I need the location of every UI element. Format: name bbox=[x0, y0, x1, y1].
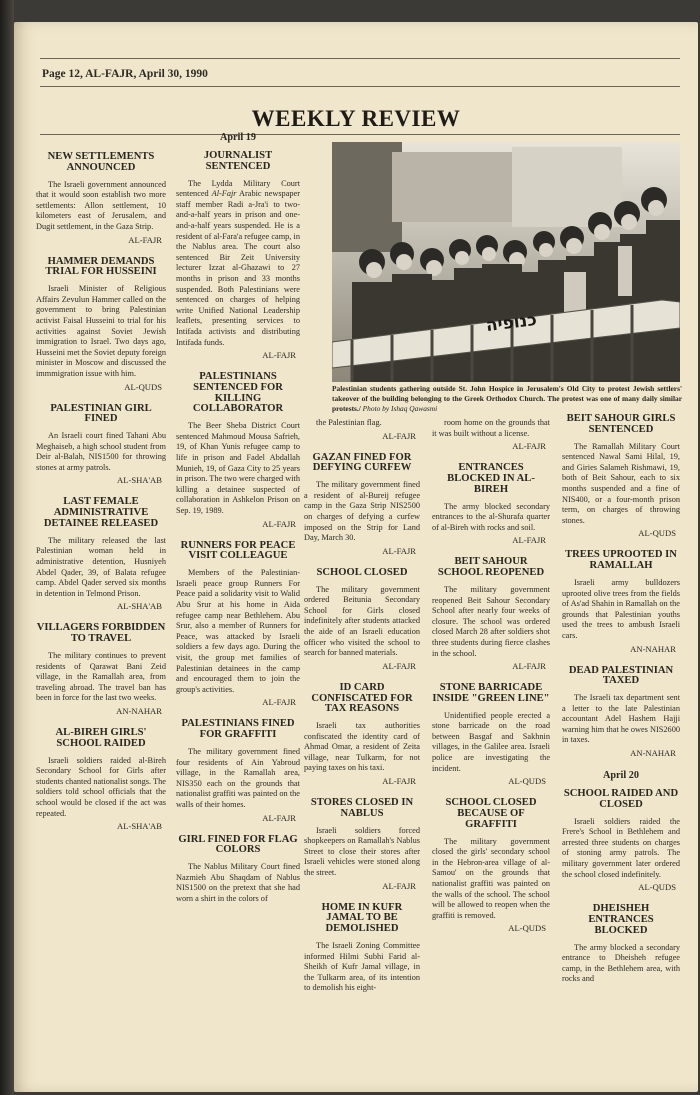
article-body bbox=[176, 179, 300, 349]
dateline: April 19 bbox=[220, 132, 256, 143]
article-body: The Israeli Zoning Committee informed Hilmi Subhi Farid al-Sheikh of Kufr Jamal village, in the Tulkarm area, of its intention to demolish his eight- bbox=[304, 941, 420, 993]
column-5 bbox=[562, 414, 680, 985]
folio-rule bbox=[40, 86, 680, 87]
article-body: The army blocked secondary entrances to the al-Shurafa quarter of al-Bireh with rocks and soil. bbox=[432, 501, 550, 532]
column-1 bbox=[36, 152, 166, 843]
article-body: An Israeli court fined Tahani Abu Meghaiseb, a high school student from Deir al-Balah, NIS1500 for throwing stones at army patrols. bbox=[36, 431, 166, 472]
article-headline: RUNNERS FOR PEACE VISIT COLLEAGUE bbox=[180, 539, 296, 562]
article-body: Israeli soldiers forced shopkeepers on Ramallah's Nablus Street to close their stores after Israeli vehicles were stoned along the street. bbox=[304, 825, 420, 878]
article-headline: DEAD PALESTINIAN TAXED bbox=[568, 664, 674, 687]
title-rule bbox=[40, 134, 680, 135]
article-source: AL-QUDS bbox=[638, 882, 676, 893]
article-headline: GAZAN FINED FOR DEFYING CURFEW bbox=[312, 451, 412, 474]
article-body: The military government closed the girls' secondary school in the Hebron-area village of al-Samou' on the grounds that nationalist graffiti was painted on the walls of the school. The school will be allowed to reopen when the graffiti is removed. bbox=[432, 836, 550, 920]
article-source: AN-NAHAR bbox=[116, 705, 162, 716]
article-source: AL-FAJR bbox=[262, 518, 296, 529]
article-source: AL-FAJR bbox=[262, 697, 296, 708]
article-headline: HAMMER DEMANDS TRIAL FOR HUSSEINI bbox=[45, 255, 157, 278]
article-source: AN-NAHAR bbox=[630, 748, 676, 759]
article-headline: PALESTINIAN GIRL FINED bbox=[50, 402, 152, 425]
article-body: Unidentified people erected a stone barricade on the road between Basgaf and Sakhnin villages, in the Galilee area. Israeli police are investigating the incident. bbox=[432, 710, 550, 773]
article-source: AL-FAJR bbox=[382, 660, 416, 671]
article-headline: VILLAGERS FORBIDDEN TO TRAVEL bbox=[36, 622, 166, 645]
article-source: AL-QUDS bbox=[508, 923, 546, 934]
article-headline: SCHOOL CLOSED bbox=[316, 566, 408, 578]
column-3 bbox=[304, 418, 420, 994]
dateline: April 20 bbox=[603, 770, 639, 782]
article-body: Israeli soldiers raided the Frere's School in Bethlehem and arrested three students on charges of stoning army patrols. The military government later ordered the school closed indefinitely. bbox=[562, 816, 680, 879]
newspaper-page bbox=[14, 22, 698, 1092]
article-body: The Israeli government announced that it would soon establish two more settlements: Allon settlement, 10 kilometers east of Jerusalem, and Dugit settlement, in the Gaza Strip. bbox=[36, 179, 166, 231]
article-headline: STORES CLOSED IN NABLUS bbox=[310, 797, 414, 819]
article-body: The army blocked a secondary entrance to Dheisheh refugee camp, in the Bethlehem area, with rocks and bbox=[562, 942, 680, 984]
article-source: AL-FAJR bbox=[382, 880, 416, 891]
article-headline: JOURNALIST SENTENCED bbox=[203, 150, 273, 172]
continued-text: the Palestinian flag. bbox=[316, 418, 382, 427]
article-headline: GIRL FINED FOR FLAG COLORS bbox=[178, 833, 298, 856]
article-headline: SCHOOL RAIDED AND CLOSED bbox=[563, 788, 679, 810]
article-source: AL-FAJR bbox=[128, 234, 162, 245]
article-body-text: The Lydda Military Court sentenced bbox=[176, 178, 300, 199]
article-headline: LAST FEMALE ADMINISTRATIVE DETAINEE RELEASED bbox=[43, 496, 159, 530]
article-body: Israeli tax authorities confiscated the identity card of Ahmad Omar, a resident of Zeita village, near Tulkarm, for not paying taxes on his taxi. bbox=[304, 721, 420, 773]
article-body: Israeli Minister of Religious Affairs Zevulun Hammer called on the government to bring Palestinian activist Faisal Husseini to trial for his activities against Soviet Jewish immigration to Israel. Two days ago, Husseini met the Soviet deputy foreign minister in Moscow and discussed the immmigration issue with him. bbox=[36, 284, 166, 378]
article-source: AL-SHA'AB bbox=[117, 475, 162, 486]
article-body: Israeli soldiers raided al-Bireh Secondary School for Girls after students chanted nationalist songs. The soldiers told school officials that the school would be closed if the act was repeated. bbox=[36, 755, 166, 818]
article-body-text: Arabic newspaper staff member Radi a-Jra'i to two-and-a-half years in prison and one-and-a-half years suspended. He is a resident of al-Fara'a refugee camp, in the Nablus area. The court also sentenced Bir Zeit University lecturer Izzat al-Ghazawi to 27 months in prison and 33 months suspended. Both Palestinians were sentenced on charges of helping write Unified National Leadership leaflets, presenting services to Intifada activists and distributing Intifada funds. bbox=[176, 189, 300, 347]
column-2 bbox=[176, 132, 300, 904]
article-body: The military government ordered Beitunia Secondary School for Girls closed indefinitely after students attacked the aide of an Israeli education officer who visited the school to search for banned materials. bbox=[304, 584, 420, 658]
article-source: AL-FAJR bbox=[512, 535, 546, 546]
article-body: The Nablus Military Court fined Nazmieh Abu Shaqdam of Nablus NIS1500 on the pretext that she had worn a shirt in the colors of bbox=[176, 862, 300, 903]
article-source: AL-FAJR bbox=[262, 812, 296, 823]
article-body: Israeli army bulldozers uprooted olive trees from the fields of As'ad Shahin in Ramallah on the grounds that Palestinian youths used the trees to ambush Israeli cars. bbox=[562, 577, 680, 640]
article-source: AL-SHA'AB bbox=[117, 821, 162, 832]
article-body: Members of the Palestinian-Israeli peace group Runners For Peace paid a solidarity visit to Walid Abu Srur at his home in Aida refugee camp near Bethlehem. Abu Srur, also a member of Runners for Peace, was attacked by Israeli soldiers a few days ago. During the visit, the group met families of Palestinian detainees in the camp and encouraged them to join the group's activities. bbox=[176, 568, 300, 694]
continued-text: room home on the grounds that it was built without a license. bbox=[432, 418, 550, 438]
article-body: The military released the last Palestinian woman held in administrative detention, Husniyeh Abdel Qader, 39, of Balata refugee camp. Abdel Qader served six months in detention in Telmond Prison. bbox=[36, 535, 166, 598]
section-title: WEEKLY REVIEW bbox=[251, 106, 461, 131]
article-body: The military government fined four residents of Ain Yabroud village, in the Ramallah area, NIS350 each on the grounds that nationalist graffiti was painted on the walls of their homes. bbox=[176, 746, 300, 809]
article-body: The Ramallah Military Court sentenced Nawal Sami Hilal, 19, and Giries Salameh Rishmawi, 19, both of Beit Sahour, each to six months suspended and a fine of NIS400, or a four-month prison term, on charges of throwing stones. bbox=[562, 441, 680, 525]
article-headline: PALESTINIANS SENTENCED FOR KILLING COLLABORATOR bbox=[192, 371, 284, 415]
article-headline: HOME IN KUFR JAMAL TO BE DEMOLISHED bbox=[321, 901, 403, 935]
photo-illustration bbox=[332, 142, 680, 382]
protest-photo bbox=[332, 142, 680, 382]
banner-hebrew-text: כנופיה bbox=[484, 310, 538, 337]
folio-line: Page 12, AL-FAJR, April 30, 1990 bbox=[42, 68, 208, 80]
binder-edge bbox=[0, 0, 14, 1095]
article-source: AN-NAHAR bbox=[630, 643, 676, 654]
article-body: The Beer Sheba District Court sentenced Mahmoud Mousa Safrieh, 19, of Khan Yunis refugee camp to life in prison and Fadel Abdallah Munieh, 19, of Gaza City to 25 years in prison. The two were charged with killing a detainee suspected of collaboration in Ashkelon Prison on Sep. 19, 1989. bbox=[176, 421, 300, 516]
article-headline: TREES UPROOTED IN RAMALLAH bbox=[565, 549, 677, 572]
article-headline: SCHOOL CLOSED BECAUSE OF GRAFFITI bbox=[445, 797, 537, 830]
article-body: The military continues to prevent residents of Qarawat Bani Zeid village, in the Ramallah area, from traveling abroad. The travel ban has been in force for the last two weeks. bbox=[36, 651, 166, 703]
article-body: The military government reopened Beit Sahour Secondary School after nearly four weeks of closure. The school was ordered closed March 28 after soldiers shot three students during fierce clashes in the school. bbox=[432, 584, 550, 658]
top-rule bbox=[40, 58, 680, 59]
article-body: The military government fined a resident of al-Bureij refugee camp in the Gaza Strip NIS2500 on charges of defying a curfew imposed on the Strip for Land Day, March 30. bbox=[304, 480, 420, 543]
article-source: AL-FAJR bbox=[382, 545, 416, 556]
article-source: AL-QUDS bbox=[508, 776, 546, 787]
article-headline: STONE BARRICADE INSIDE "GREEN LINE" bbox=[432, 682, 550, 704]
article-headline: BEIT SAHOUR SCHOOL REOPENED bbox=[437, 556, 545, 579]
article-headline: ENTRANCES BLOCKED IN AL-BIREH bbox=[447, 462, 535, 495]
article-headline: ID CARD CONFISCATED FOR TAX REASONS bbox=[311, 681, 413, 715]
article-headline: PALESTINIANS FINED FOR GRAFFITI bbox=[181, 718, 295, 741]
photo-caption bbox=[332, 384, 682, 415]
article-headline: DHEISHEH ENTRANCES BLOCKED bbox=[588, 903, 654, 936]
caption-text: Palestinian students gathering outside St. John Hospice in Jerusalem's Old City to protest Jewish settlers' takeover of the building belonging to the Greek Orthodox Church. The protest was one of many daily similar protests./ bbox=[332, 384, 682, 414]
article-source: AL-SHA'AB bbox=[117, 601, 162, 612]
article-source: AL-QUDS bbox=[124, 381, 162, 392]
article-headline: BEIT SAHOUR GIRLS SENTENCED bbox=[566, 413, 676, 435]
article-source: AL-QUDS bbox=[638, 528, 676, 539]
article-headline: NEW SETTLEMENTS ANNOUNCED bbox=[47, 151, 155, 173]
article-source: AL-FAJR bbox=[382, 430, 416, 441]
column-4 bbox=[432, 418, 550, 945]
photo-credit: Photo by Ishaq Qawasmi bbox=[362, 404, 438, 414]
article-source: AL-FAJR bbox=[262, 350, 296, 361]
newspaper-name: Al-Fajr bbox=[211, 189, 237, 199]
article-source: AL-FAJR bbox=[382, 776, 416, 787]
article-source: AL-FAJR bbox=[512, 661, 546, 672]
article-headline: AL-BIREH GIRLS' SCHOOL RAIDED bbox=[55, 726, 147, 749]
article-source: AL-FAJR bbox=[512, 441, 546, 452]
article-body: The Israeli tax department sent a letter to the late Palestinian accountant Adel Hashem Hajji warning him that he owes NIS2600 in taxes. bbox=[562, 693, 680, 745]
